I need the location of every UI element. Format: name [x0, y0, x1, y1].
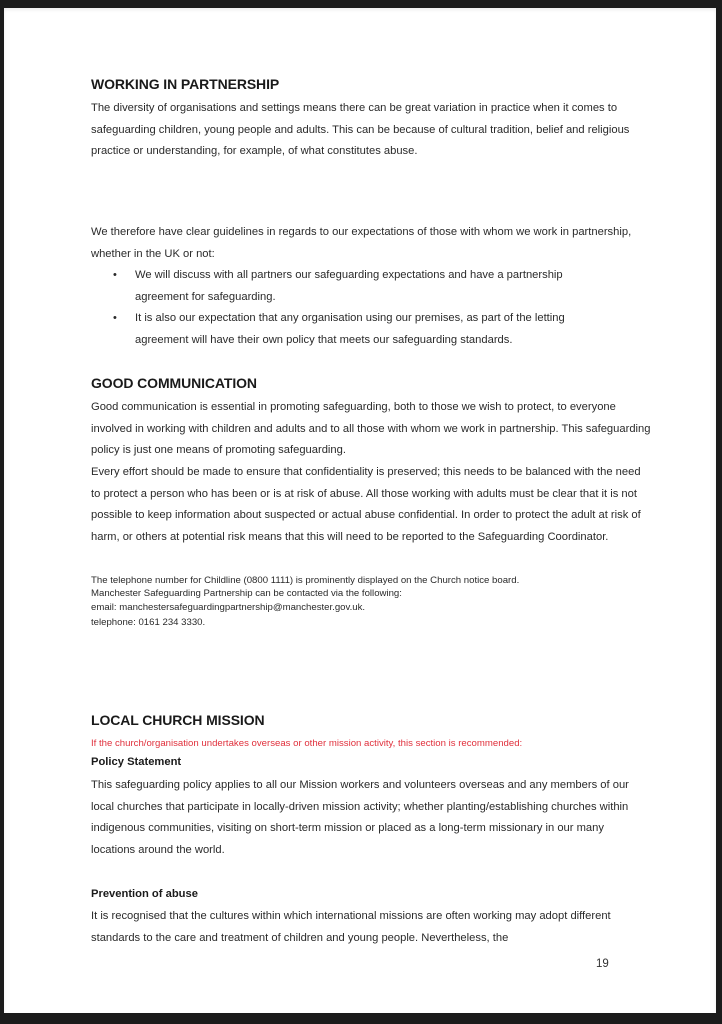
- communication-paragraph-2: Every effort should be made to ensure that confidentiality is preserved; this needs to be balanced with the need to protect a person who has been or is at risk of abuse. All those working with adults must be clear that it is not possible to keep information about suspected or actual abuse confidential. In order to protect the adult at risk of harm, or others at potential risk means that this will need to be reported to the Safeguarding Coordinator.: [91, 466, 641, 543]
- prevention-heading: Prevention of abuse: [91, 888, 198, 900]
- email-line: email: manchestersafeguardingpartnership@manchester.gov.uk.: [91, 602, 366, 613]
- communication-paragraph-1: Good communication is essential in promoting safeguarding, both to those we wish to protect, to everyone involved in working with children and adults and to all those with whom we work in partnership. This safeguarding policy is just one means of promoting safeguarding.: [91, 401, 651, 456]
- partnership-paragraph-2: We therefore have clear guidelines in regards to our expectations of those with whom we work in partnership, whether in the UK or not:: [91, 226, 632, 260]
- telephone-line: telephone: 0161 234 3330.: [91, 617, 206, 628]
- bullet-text: It is also our expectation that any organisation using our premises, as part of the letting agreement will have their own policy that meets our safeguarding standards.: [135, 312, 565, 346]
- policy-statement-text: This safeguarding policy applies to all our Mission workers and volunteers overseas and any members of our local churches that participate in locally-driven mission activity; whether planting/establishing churches within indigenous communities, visiting on short-term mission or placed as a long-term missionary in our many locations around the world.: [91, 779, 629, 856]
- bullet-icon: •: [113, 269, 117, 281]
- document-page: [4, 8, 716, 1013]
- partnership-paragraph-1: The diversity of organisations and settings means there can be great variation in practice when it comes to safeguarding children, young people and adults. This can be because of cultural tradition, belief and religious practice or understanding, for example, of what constitutes abuse.: [91, 102, 630, 157]
- heading-working-in-partnership: WORKING IN PARTNERSHIP: [91, 76, 280, 92]
- mission-recommendation-note: If the church/organisation undertakes overseas or other mission activity, this section is recommended:: [91, 738, 523, 749]
- partnership-bullet-list: [91, 265, 605, 351]
- prevention-text: It is recognised that the cultures within which international missions are often working may adopt different standards to the care and treatment of children and young people. Nevertheless, the: [91, 910, 611, 944]
- bullet-item: [91, 265, 605, 308]
- policy-statement-heading: Policy Statement: [91, 756, 182, 768]
- bullet-icon: •: [113, 312, 117, 324]
- bullet-item: [91, 308, 605, 351]
- childline-line: The telephone number for Childline (0800 1111) is prominently displayed on the Church notice board.: [91, 575, 520, 586]
- contact-info: [91, 574, 651, 629]
- heading-local-church-mission: LOCAL CHURCH MISSION: [91, 712, 265, 728]
- page-number: 19: [596, 958, 609, 970]
- partnership-contact-line: Manchester Safeguarding Partnership can be contacted via the following:: [91, 588, 402, 599]
- heading-good-communication: GOOD COMMUNICATION: [91, 375, 257, 391]
- bullet-text: We will discuss with all partners our safeguarding expectations and have a partnership agreement for safeguarding.: [135, 269, 563, 303]
